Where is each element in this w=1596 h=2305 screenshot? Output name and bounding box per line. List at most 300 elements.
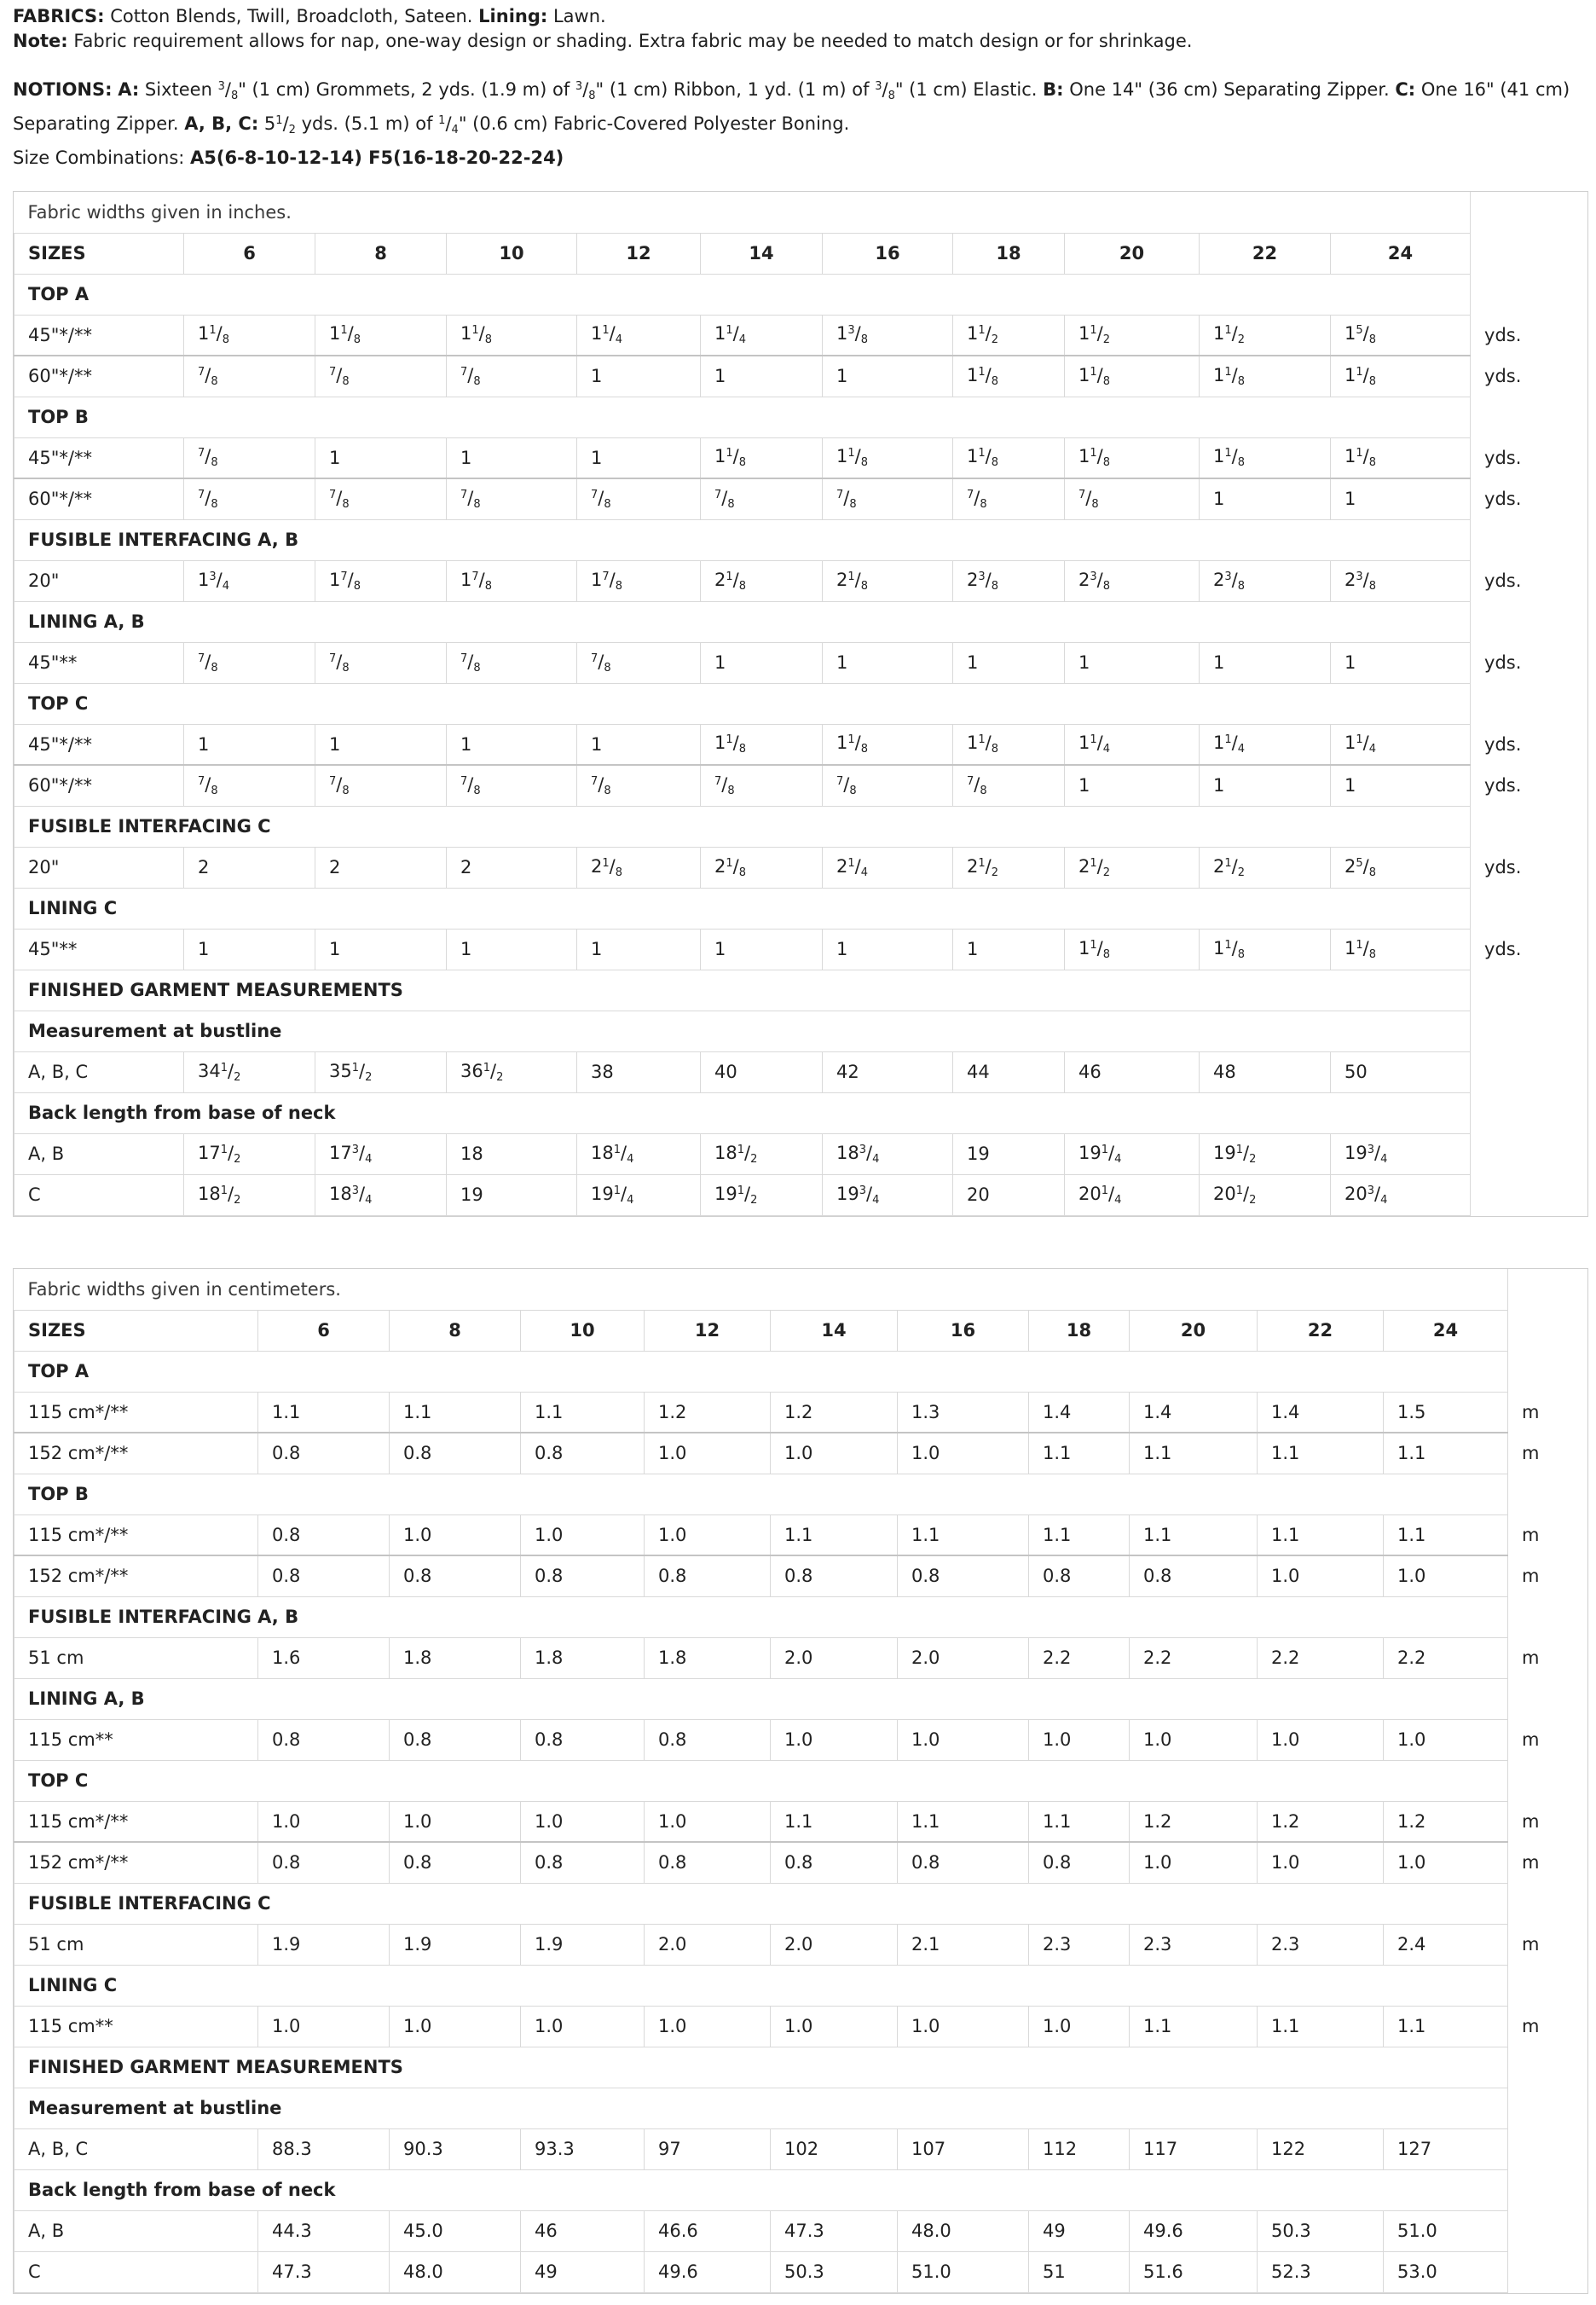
table-cell: 1.0 (1384, 1842, 1508, 1883)
table-cell: 1.9 (390, 1924, 521, 1965)
table-row (14, 437, 1590, 478)
table-cell: 51.6 (1130, 2251, 1258, 2292)
table-cell: 1.8 (390, 1637, 521, 1678)
table-cell: $^7/_8$ (315, 356, 447, 397)
section-row (14, 2088, 1590, 2128)
table-cell: 1.0 (1384, 1719, 1508, 1760)
table-cell: $^7/_8$ (184, 478, 315, 519)
row-label: 115 cm*/** (14, 1514, 258, 1555)
table-cell: 1.8 (645, 1637, 771, 1678)
blank-cell (1471, 888, 1590, 929)
section-row (14, 601, 1590, 642)
size-header: 22 (1258, 1310, 1384, 1351)
section-heading: TOP C (14, 1760, 1508, 1801)
table-cell: 1.0 (1258, 1719, 1384, 1760)
table-cell: $1^7/_8$ (577, 560, 701, 601)
table-cell: 1 (577, 724, 701, 765)
table-cell: 51 (1029, 2251, 1130, 2292)
table-cell: 1 (1331, 478, 1471, 519)
notions-label: NOTIONS: (13, 79, 113, 100)
table-cell: $1^1/_8$ (315, 315, 447, 356)
table-cell: 2.2 (1384, 1637, 1508, 1678)
table-cell: 93.3 (521, 2128, 645, 2169)
table-row (14, 642, 1590, 683)
section-heading: Back length from base of neck (14, 2169, 1508, 2210)
table-cell: 117 (1130, 2128, 1258, 2169)
size-combinations-label: Size Combinations: (13, 148, 191, 168)
table-cell: $20^1/_2$ (1200, 1174, 1331, 1215)
table-cell: 0.8 (258, 1514, 390, 1555)
table-cell: $^7/_8$ (577, 478, 701, 519)
table-cell: $2^3/_8$ (1331, 560, 1471, 601)
table-cell: 1.0 (1130, 1719, 1258, 1760)
table-cell: 1.0 (521, 1801, 645, 1842)
blank-cell (1508, 2047, 1590, 2088)
table-cell: 53.0 (1384, 2251, 1508, 2292)
table-cell: $^7/_8$ (577, 642, 701, 683)
table-cell: 1 (823, 356, 953, 397)
table-cell: 2.2 (1258, 1637, 1384, 1678)
note-text: Fabric requirement allows for nap, one-way design or shading. Extra fabric may be needed to match design or for shrinkage. (67, 31, 1193, 51)
section-row (14, 1596, 1590, 1637)
table-cell: 44.3 (258, 2210, 390, 2251)
table-cell: 46 (521, 2210, 645, 2251)
table-cell: 1 (315, 724, 447, 765)
table-cell: 1.0 (1384, 1555, 1508, 1596)
table-row (14, 315, 1590, 356)
table-cell: 0.8 (258, 1555, 390, 1596)
table-cell: 49.6 (645, 2251, 771, 2292)
blank-cell (1508, 1760, 1590, 1801)
table-cell: $1^1/_8$ (1331, 929, 1471, 970)
size-combinations-value: A5(6-8-10-12-14) F5(16-18-20-22-24) (190, 148, 564, 168)
lining-text: Lawn. (547, 6, 606, 26)
row-label: 45"*/** (14, 437, 184, 478)
table-cell: 2.4 (1384, 1924, 1508, 1965)
table-cell: 2.2 (1130, 1637, 1258, 1678)
table-cell: 1 (1200, 642, 1331, 683)
yardage-table-inches (13, 191, 1588, 1217)
table-cell: 51.0 (1384, 2210, 1508, 2251)
table-cell: $2^3/_8$ (1200, 560, 1331, 601)
size-header: 12 (577, 233, 701, 274)
blank-cell (1508, 1310, 1590, 1351)
size-header: 14 (701, 233, 823, 274)
table-cell: 1.1 (258, 1392, 390, 1433)
table-cell: 1 (701, 356, 823, 397)
table-cell: 88.3 (258, 2128, 390, 2169)
table-cell: 1 (184, 724, 315, 765)
unit-cell (1508, 2128, 1590, 2169)
blank-cell (1508, 1596, 1590, 1637)
table-cell: $1^1/_8$ (701, 437, 823, 478)
table-cell: 1.1 (1258, 1514, 1384, 1555)
table-cell: $1^1/_8$ (953, 724, 1065, 765)
table-cell: $^7/_8$ (184, 356, 315, 397)
table-cell: 1 (953, 642, 1065, 683)
blank-cell (1471, 274, 1590, 315)
section-row (14, 274, 1590, 315)
table-row (14, 1514, 1590, 1555)
size-combinations (13, 146, 1586, 171)
table-cell: 1.0 (258, 2006, 390, 2047)
table-cell: 2.3 (1029, 1924, 1130, 1965)
table-cell: 0.8 (521, 1555, 645, 1596)
row-label: 115 cm*/** (14, 1801, 258, 1842)
table-cell: $^7/_8$ (953, 478, 1065, 519)
section-row (14, 1092, 1590, 1133)
section-heading: LINING A, B (14, 1678, 1508, 1719)
table-row (14, 356, 1590, 397)
table-cell: 0.8 (771, 1842, 898, 1883)
table-cell: 45.0 (390, 2210, 521, 2251)
unit-cell (1471, 1051, 1590, 1092)
blank-cell (1471, 519, 1590, 560)
row-label: A, B, C (14, 1051, 184, 1092)
table-cell: 1.9 (258, 1924, 390, 1965)
table-cell: $1^1/_2$ (953, 315, 1065, 356)
table-cell: 2.3 (1258, 1924, 1384, 1965)
table-cell: 0.8 (1029, 1555, 1130, 1596)
table-cell: $^7/_8$ (953, 765, 1065, 806)
table-cell: 1.1 (1130, 1433, 1258, 1474)
table-cell: 0.8 (645, 1842, 771, 1883)
table-cell: 1 (577, 356, 701, 397)
table-cell: 1.4 (1029, 1392, 1130, 1433)
table-cell: $19^1/_2$ (1200, 1133, 1331, 1174)
row-label: A, B, C (14, 2128, 258, 2169)
table-cell: 2.0 (645, 1924, 771, 1965)
row-label: C (14, 1174, 184, 1215)
unit-cell: yds. (1471, 847, 1590, 888)
section-heading: LINING C (14, 1965, 1508, 2006)
row-label: 60"*/** (14, 478, 184, 519)
table-cell: $2^1/_8$ (701, 560, 823, 601)
blank-cell (1471, 601, 1590, 642)
table-cell: 2.0 (771, 1924, 898, 1965)
table-cell: 1 (1200, 765, 1331, 806)
table-row (14, 1174, 1590, 1215)
unit-cell: m (1508, 1433, 1590, 1474)
table-cell: 1.0 (1029, 1719, 1130, 1760)
table-cell: $^7/_8$ (184, 642, 315, 683)
table-cell: 1 (701, 929, 823, 970)
size-header: 18 (1029, 1310, 1130, 1351)
section-row (14, 1965, 1590, 2006)
table-cell: $1^3/_4$ (184, 560, 315, 601)
table-cell: 1.2 (1258, 1801, 1384, 1842)
blank-cell (1471, 233, 1590, 274)
table-row (14, 2128, 1590, 2169)
blank-cell (1471, 1011, 1590, 1051)
row-label: 45"*/** (14, 724, 184, 765)
table-cell: $18^1/_2$ (184, 1174, 315, 1215)
table-cell: 49.6 (1130, 2210, 1258, 2251)
blank-cell (1508, 1351, 1590, 1392)
section-heading: Measurement at bustline (14, 1011, 1471, 1051)
table-cell: 1.0 (390, 1801, 521, 1842)
size-header: 12 (645, 1310, 771, 1351)
row-label: 152 cm*/** (14, 1842, 258, 1883)
table-cell: $18^1/_4$ (577, 1133, 701, 1174)
blank-cell (1471, 970, 1590, 1011)
unit-cell: m (1508, 1801, 1590, 1842)
table-cell: 1 (823, 642, 953, 683)
table-cell: 1 (1200, 478, 1331, 519)
table-cell: $1^1/_8$ (823, 437, 953, 478)
table-cell: 97 (645, 2128, 771, 2169)
table-cell: $1^1/_4$ (1331, 724, 1471, 765)
table-cell: $2^1/_8$ (823, 560, 953, 601)
table-cell: 0.8 (390, 1719, 521, 1760)
table-cell: $17^3/_4$ (315, 1133, 447, 1174)
table-cell: $1^1/_8$ (1331, 356, 1471, 397)
table-note: Fabric widths given in centimeters. (14, 1269, 1508, 1310)
sizes-label: SIZES (14, 233, 184, 274)
table-note: Fabric widths given in inches. (14, 192, 1471, 233)
unit-cell: m (1508, 1392, 1590, 1433)
table-cell: 51.0 (898, 2251, 1029, 2292)
section-row (14, 970, 1590, 1011)
table-cell: 102 (771, 2128, 898, 2169)
table-cell: $1^5/_8$ (1331, 315, 1471, 356)
size-header: 8 (390, 1310, 521, 1351)
table-cell: 1.0 (771, 1719, 898, 1760)
table-cell: 1.0 (521, 1514, 645, 1555)
section-row (14, 888, 1590, 929)
table-cell: $1^7/_8$ (447, 560, 577, 601)
table-cell: 1 (447, 929, 577, 970)
table-cell: 50 (1331, 1051, 1471, 1092)
table-cell: 107 (898, 2128, 1029, 2169)
table-cell: 48 (1200, 1051, 1331, 1092)
section-heading: LINING C (14, 888, 1471, 929)
blank-cell (1471, 806, 1590, 847)
table-cell: $19^1/_4$ (1065, 1133, 1200, 1174)
section-row (14, 2169, 1590, 2210)
table-cell: 0.8 (645, 1719, 771, 1760)
table-cell: 1.1 (1029, 1801, 1130, 1842)
table-cell: 1.1 (1258, 1433, 1384, 1474)
table-cell: $1^1/_8$ (1065, 929, 1200, 970)
table-row (14, 724, 1590, 765)
section-row (14, 2047, 1590, 2088)
lining-label: Lining: (478, 6, 548, 26)
table-cell: $20^3/_4$ (1331, 1174, 1471, 1215)
table-cell: $19^3/_4$ (1331, 1133, 1471, 1174)
table-cell: 46 (1065, 1051, 1200, 1092)
table-cell: 1.8 (521, 1637, 645, 1678)
unit-cell: yds. (1471, 765, 1590, 806)
blank-cell (1508, 1269, 1590, 1310)
table-cell: 1 (1065, 642, 1200, 683)
section-heading: FUSIBLE INTERFACING A, B (14, 1596, 1508, 1637)
table-cell: 48.0 (390, 2251, 521, 2292)
table-cell: 20 (953, 1174, 1065, 1215)
table-cell: $1^1/_8$ (1200, 929, 1331, 970)
table-cell: $^7/_8$ (1065, 478, 1200, 519)
table-cell: 1.2 (645, 1392, 771, 1433)
table-cell: $^7/_8$ (577, 765, 701, 806)
table-cell: $1^1/_4$ (1065, 724, 1200, 765)
table-cell: 2.3 (1130, 1924, 1258, 1965)
section-heading: FINISHED GARMENT MEASUREMENTS (14, 970, 1471, 1011)
table-cell: 1.1 (898, 1514, 1029, 1555)
size-header: 20 (1065, 233, 1200, 274)
table-cell: $2^1/_8$ (577, 847, 701, 888)
table-cell: 1.1 (521, 1392, 645, 1433)
row-label: 115 cm** (14, 2006, 258, 2047)
table-cell: $1^1/_4$ (701, 315, 823, 356)
table-row (14, 1801, 1590, 1842)
table-cell: 1.0 (645, 1514, 771, 1555)
section-heading: LINING A, B (14, 601, 1471, 642)
table-cell: 49 (1029, 2210, 1130, 2251)
table-cell: 48.0 (898, 2210, 1029, 2251)
table-cell: 2 (315, 847, 447, 888)
table-cell: $1^1/_8$ (184, 315, 315, 356)
size-header: 16 (823, 233, 953, 274)
table-cell: 47.3 (771, 2210, 898, 2251)
table-cell: 1.0 (771, 1433, 898, 1474)
table-cell: 0.8 (521, 1433, 645, 1474)
blank-cell (1508, 2088, 1590, 2128)
table-cell: $^7/_8$ (823, 765, 953, 806)
row-label: 45"*/** (14, 315, 184, 356)
row-label: A, B (14, 1133, 184, 1174)
table-cell: 1.1 (1384, 2006, 1508, 2047)
table-cell: 1.1 (1258, 2006, 1384, 2047)
table-row (14, 765, 1590, 806)
table-cell: 1.2 (1130, 1801, 1258, 1842)
section-heading: FINISHED GARMENT MEASUREMENTS (14, 2047, 1508, 2088)
blank-cell (1471, 683, 1590, 724)
table-cell: 1 (577, 437, 701, 478)
table-cell: 0.8 (390, 1555, 521, 1596)
row-label: 152 cm*/** (14, 1433, 258, 1474)
unit-cell: m (1508, 1555, 1590, 1596)
table-cell: $^7/_8$ (447, 765, 577, 806)
table-cell: $^7/_8$ (823, 478, 953, 519)
section-heading: Back length from base of neck (14, 1092, 1471, 1133)
table-cell: $^7/_8$ (184, 765, 315, 806)
table-cell: $1^1/_8$ (1065, 356, 1200, 397)
table-cell: 1.0 (390, 2006, 521, 2047)
table-cell: $^7/_8$ (447, 478, 577, 519)
table-cell: 1 (447, 437, 577, 478)
sizes-label: SIZES (14, 1310, 258, 1351)
section-row (14, 806, 1590, 847)
size-header: 14 (771, 1310, 898, 1351)
table-cell: 1.9 (521, 1924, 645, 1965)
table-cell: $1^1/_8$ (701, 724, 823, 765)
size-header: 24 (1331, 233, 1471, 274)
table-row (14, 1637, 1590, 1678)
table-cell: 0.8 (521, 1842, 645, 1883)
table-cell: $18^1/_2$ (701, 1133, 823, 1174)
table-cell: 0.8 (258, 1842, 390, 1883)
table-cell: $^7/_8$ (184, 437, 315, 478)
table-cell: $1^1/_4$ (577, 315, 701, 356)
blank-cell (1471, 192, 1590, 233)
table-cell: $1^1/_8$ (1200, 437, 1331, 478)
table-cell: 1.0 (898, 1719, 1029, 1760)
table-cell: 1 (447, 724, 577, 765)
blank-cell (1508, 2169, 1590, 2210)
sizes-header-row (14, 233, 1590, 274)
fabrics-paragraph (13, 4, 1586, 54)
unit-cell: m (1508, 1719, 1590, 1760)
table-cell: 2.0 (771, 1637, 898, 1678)
size-header: 6 (258, 1310, 390, 1351)
section-row (14, 1474, 1590, 1514)
table-cell: $19^3/_4$ (823, 1174, 953, 1215)
blank-cell (1471, 1092, 1590, 1133)
table-cell: 2.2 (1029, 1637, 1130, 1678)
table-cell: 1.0 (1130, 1842, 1258, 1883)
table-cell: 18 (447, 1133, 577, 1174)
table-cell: $1^1/_8$ (953, 356, 1065, 397)
size-header: 18 (953, 233, 1065, 274)
table-cell: 2 (447, 847, 577, 888)
table-cell: 1 (953, 929, 1065, 970)
table-cell: 1.3 (898, 1392, 1029, 1433)
table-cell: $36^1/_2$ (447, 1051, 577, 1092)
table-cell: 1.1 (1029, 1433, 1130, 1474)
table-cell: 19 (447, 1174, 577, 1215)
table-cell: 1.0 (1258, 1842, 1384, 1883)
table-cell: $34^1/_2$ (184, 1051, 315, 1092)
sizes-header-row (14, 1310, 1590, 1351)
table-cell: 1 (184, 929, 315, 970)
table-cell: 40 (701, 1051, 823, 1092)
table-cell: 122 (1258, 2128, 1384, 2169)
table-cell: 1.4 (1258, 1392, 1384, 1433)
section-row (14, 1760, 1590, 1801)
unit-cell: yds. (1471, 315, 1590, 356)
table-cell: 1.0 (898, 2006, 1029, 2047)
table-cell: $1^1/_2$ (1200, 315, 1331, 356)
section-row (14, 1351, 1590, 1392)
table-row (14, 1555, 1590, 1596)
row-label: 20" (14, 560, 184, 601)
table-cell: $2^1/_2$ (953, 847, 1065, 888)
section-heading: TOP B (14, 1474, 1508, 1514)
table-cell: 1.2 (771, 1392, 898, 1433)
table-cell: 1.0 (390, 1514, 521, 1555)
section-heading: TOP A (14, 274, 1471, 315)
table-cell: $1^1/_8$ (1331, 437, 1471, 478)
blank-cell (1508, 1965, 1590, 2006)
table-cell: 1.1 (1130, 2006, 1258, 2047)
row-label: 60"*/** (14, 765, 184, 806)
table-cell: $35^1/_2$ (315, 1051, 447, 1092)
table-cell: 1.1 (1384, 1514, 1508, 1555)
size-header: 6 (184, 233, 315, 274)
size-header: 10 (447, 233, 577, 274)
table-cell: 1 (1331, 642, 1471, 683)
table-cell: 50.3 (1258, 2210, 1384, 2251)
table-row (14, 1924, 1590, 1965)
blank-cell (1508, 1883, 1590, 1924)
table-cell: 1.0 (645, 2006, 771, 2047)
note-label: Note: (13, 31, 68, 51)
row-label: 115 cm*/** (14, 1392, 258, 1433)
table-cell: 1.0 (1029, 2006, 1130, 2047)
table-cell: 1.0 (645, 1433, 771, 1474)
table-cell: 0.8 (645, 1555, 771, 1596)
table-row (14, 929, 1590, 970)
